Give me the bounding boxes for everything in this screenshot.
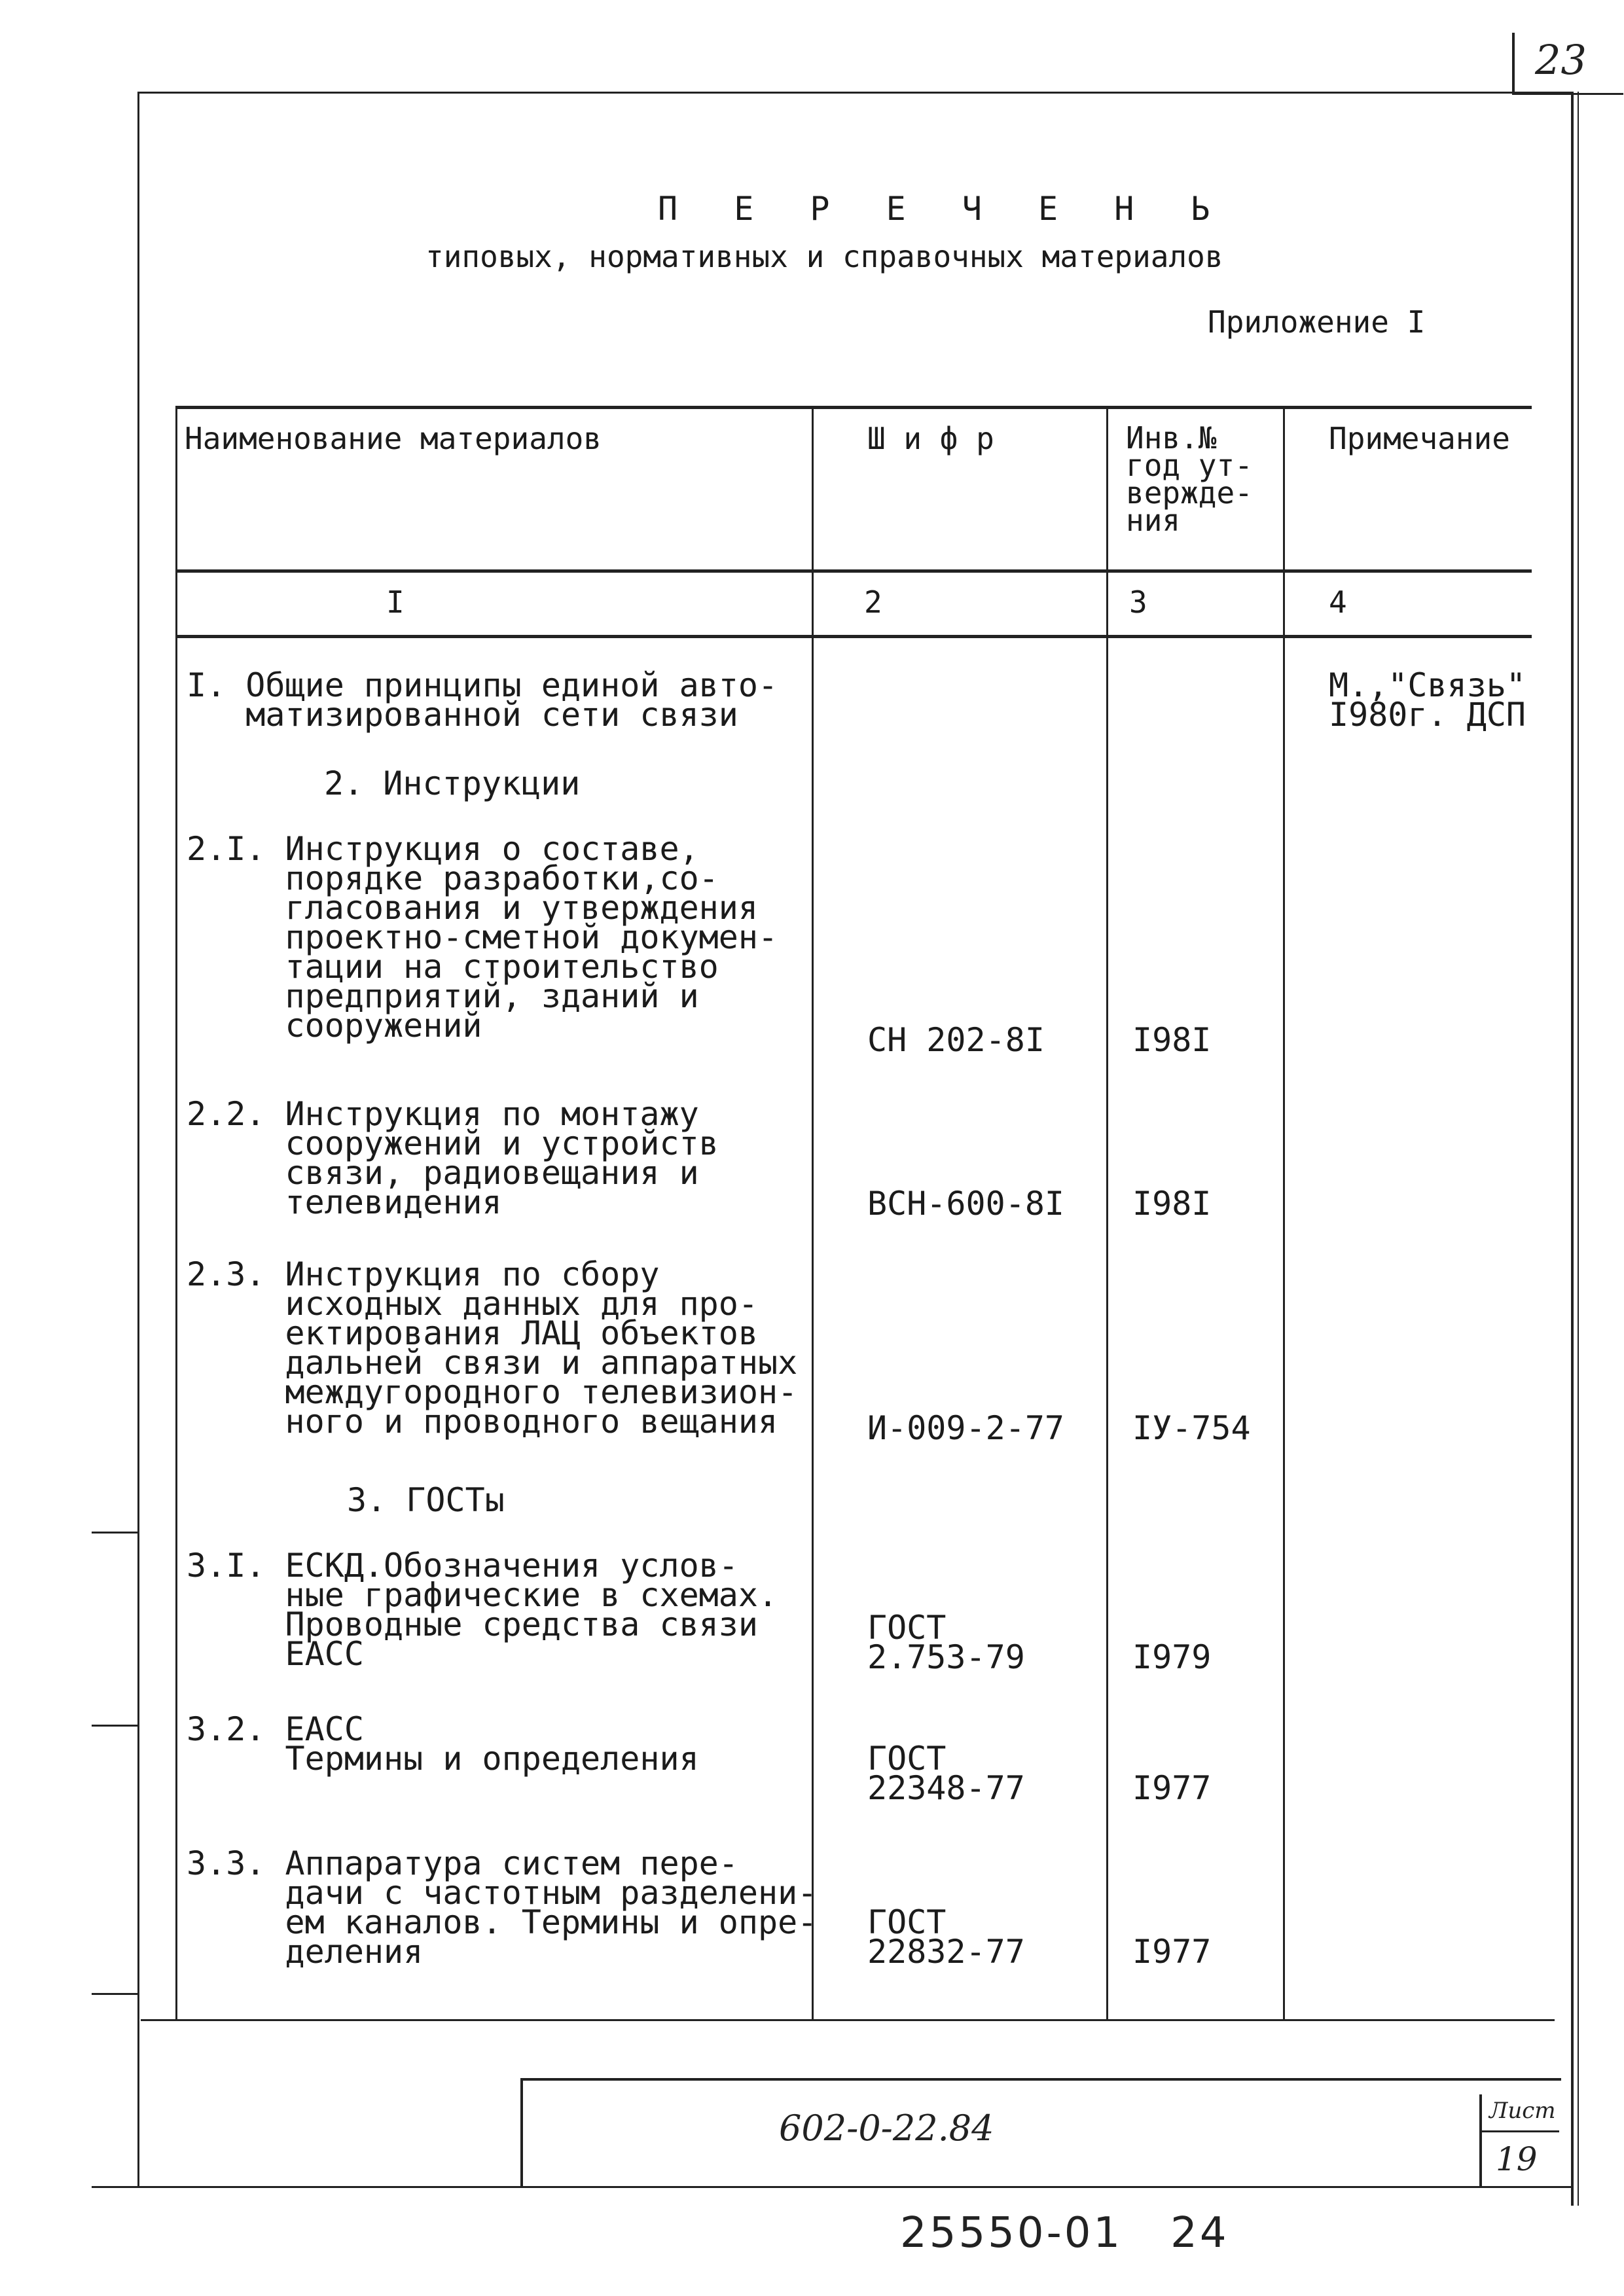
row-2-1-name: 2.I. Инструкция о составе, порядке разработки,со- гласования и утверждения проектно-сметной докумен- тации на строительство предприятий, зданий и сооружений: [187, 830, 778, 1045]
table-header-rule: [175, 569, 1532, 573]
table-top-rule: [175, 406, 1532, 409]
row-3-2-year: I977: [1132, 1769, 1212, 1807]
column-divider-1: [812, 406, 814, 2019]
column-number-1: I: [386, 584, 405, 620]
outer-edge-right: [1578, 92, 1579, 2206]
footer-archive-number: 25550-01 24: [900, 2209, 1229, 2257]
header-code: Ш и ф р: [867, 421, 994, 456]
stamp-sheet-mid: [1481, 2130, 1559, 2132]
row-1-name: I. Общие принципы единой авто- матизированной сети связи: [187, 666, 778, 734]
stamp-top: [520, 2078, 1561, 2081]
row-3-3-name: 3.3. Аппаратура систем пере- дачи с частотным разделени- ем каналов. Термины и опре- деления: [187, 1844, 818, 1971]
document-title: П Е Р Е Ч Е Н Ь: [658, 190, 1229, 228]
row-2-3-code: И-009-2-77: [867, 1409, 1065, 1447]
binding-mark-1: [92, 1532, 139, 1534]
row-3-3-code: ГОСТ 22832-77: [867, 1903, 1025, 1971]
page-number-top: 23: [1535, 36, 1587, 84]
table-bottom-rule: [141, 2019, 1555, 2021]
binding-mark-2: [92, 1725, 139, 1727]
row-2-2-year: I98I: [1132, 1185, 1212, 1223]
row-2-2-name: 2.2. Инструкция по монтажу сооружений и устройств связи, радиовещания и телевидения: [187, 1095, 719, 1221]
column-number-3: 3: [1129, 584, 1147, 620]
row-3-1-code: ГОСТ 2.753-79: [867, 1609, 1025, 1676]
column-number-2: 2: [864, 584, 882, 620]
row-3-1-year: I979: [1132, 1638, 1212, 1676]
table-numbers-rule: [175, 635, 1532, 638]
stamp-sheet-number: 19: [1496, 2140, 1538, 2178]
frame-top: [137, 92, 1571, 94]
row-3-2-code: ГОСТ 22348-77: [867, 1740, 1025, 1807]
row-2-2-code: ВСН-600-8I: [867, 1185, 1065, 1223]
stamp-left: [520, 2078, 523, 2187]
section-3-heading: 3. ГОСТы: [347, 1481, 505, 1519]
appendix-label: Приложение I: [1208, 304, 1426, 340]
row-2-3-year: IУ-754: [1132, 1409, 1251, 1447]
stamp-sheet-divider: [1479, 2094, 1482, 2187]
column-divider-0: [175, 406, 177, 2019]
stamp-sheet-label: Лист: [1489, 2098, 1556, 2124]
page-number-box-left: [1512, 33, 1515, 95]
frame-right: [1571, 92, 1574, 2206]
document-subtitle: типовых, нормативных и справочных материалов: [425, 239, 1223, 274]
row-2-1-code: СН 202-8I: [867, 1021, 1045, 1059]
header-name: Наименование материалов: [185, 421, 602, 456]
row-3-1-name: 3.I. ЕСКД.Обозначения услов- ные графические в схемах. Проводные средства связи ЕАСС: [187, 1547, 778, 1673]
header-inventory: Инв.№ год ут- вержде- ния: [1126, 420, 1253, 538]
row-3-2-name: 3.2. ЕАСС Термины и определения: [187, 1710, 699, 1778]
frame-bottom: [92, 2186, 1571, 2188]
frame-left: [137, 92, 139, 2186]
column-divider-3: [1283, 406, 1285, 2019]
column-number-4: 4: [1329, 584, 1347, 620]
row-1-note: М.,"Связь" I980г. ДСП: [1329, 666, 1526, 734]
stamp-doc-code: 602-0-22.84: [779, 2108, 994, 2149]
section-2-heading: 2. Инструкции: [324, 764, 581, 802]
binding-mark-3: [92, 1993, 139, 1995]
row-2-1-year: I98I: [1132, 1021, 1212, 1059]
header-note: Примечание: [1329, 421, 1510, 456]
row-2-3-name: 2.3. Инструкция по сбору исходных данных для про- ектирования ЛАЦ объектов дальней связи и аппаратных междугородного телевизион- ного и проводного вещания: [187, 1255, 798, 1441]
row-3-3-year: I977: [1132, 1933, 1212, 1971]
column-divider-2: [1106, 406, 1108, 2019]
